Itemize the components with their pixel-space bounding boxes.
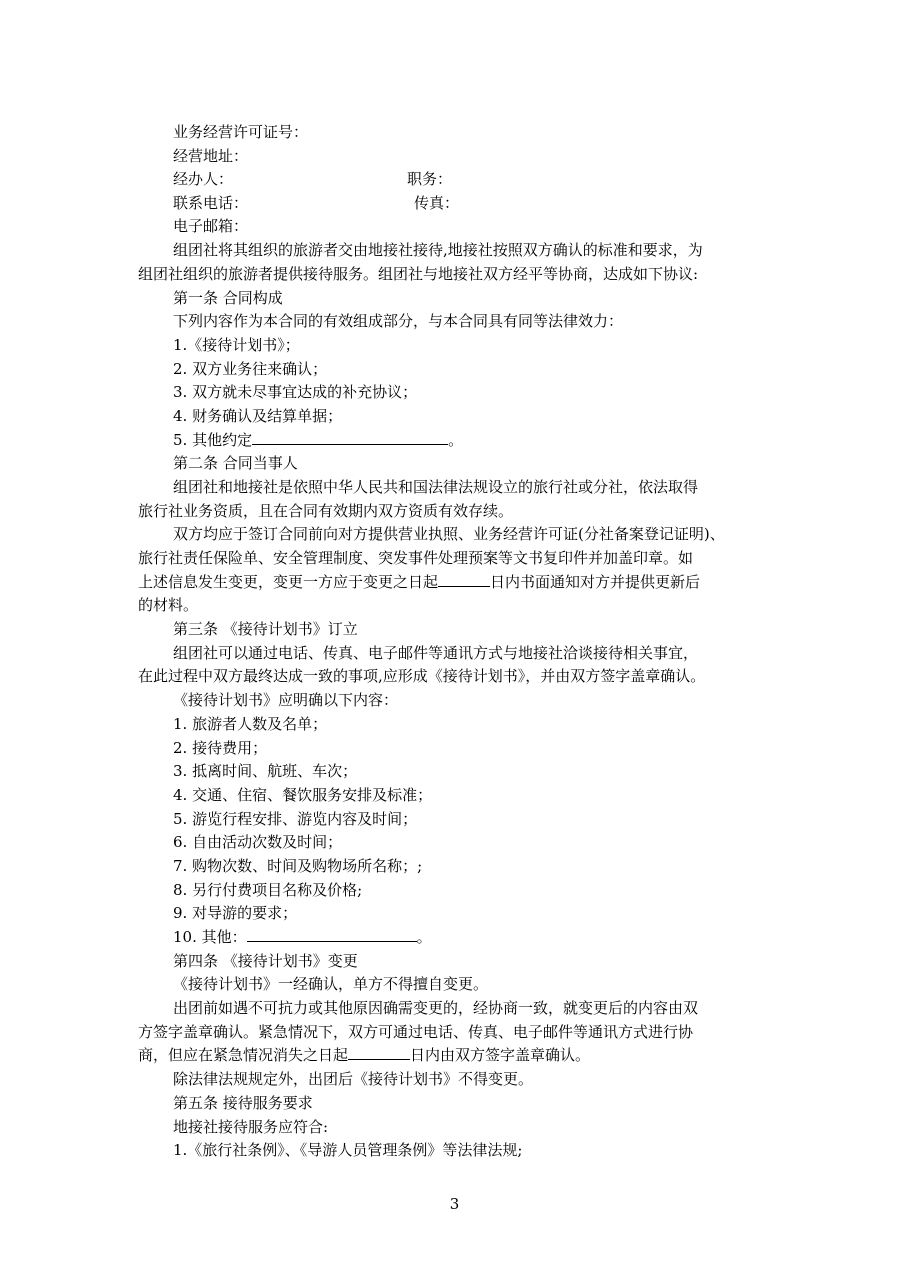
list-item: 2. 接待费用； — [173, 739, 268, 757]
list-item: 1. 旅游者人数及名单； — [173, 715, 328, 733]
intro-line: 组团社组织的旅游者提供接待服务。组团社与地接社双方经平等协商，达成如下协议: — [138, 265, 699, 283]
list-item: 4. 交通、住宿、餐饮服务安排及标准； — [173, 786, 433, 804]
article-2-title: 第二条 合同当事人 — [173, 454, 298, 472]
list-item: 4. 财务确认及结算单据； — [173, 407, 343, 425]
item-5-end: 。 — [448, 431, 464, 449]
list-item: 1.《旅行社条例》、《导游人员管理条例》等法律法规; — [173, 1141, 523, 1159]
notice-suffix: 日内书面通知对方并提供更新后 — [490, 573, 701, 591]
article-4-line: 方签字盖章确认。紧急情况下，双方可通过电话、传真、电子邮件等通讯方式进行协 — [138, 1023, 694, 1041]
article-3-lead: 《接待计划书》应明确以下内容： — [173, 691, 399, 709]
intro-line: 组团社将其组织的旅游者交由地接社接待,地接社按照双方确认的标准和要求，为 — [173, 241, 703, 259]
article-3-line: 在此过程中双方最终达成一致的事项,应形成《接待计划书》，并由双方签字盖章确认。 — [138, 667, 706, 685]
email-field: 电子邮箱： — [173, 217, 249, 235]
list-item: 8. 另行付费项目名称及价格; — [173, 881, 363, 899]
list-item — [173, 927, 432, 947]
article-1-lead: 下列内容作为本合同的有效组成部分，与本合同具有同等法律效力： — [173, 312, 624, 330]
article-3-title: 第三条 《接待计划书》订立 — [173, 620, 358, 638]
page-number: 3 — [449, 1195, 460, 1213]
article-2-line: 旅行社责任保险单、安全管理制度、突发事件处理预案等文书复印件并加盖印章。如 — [138, 549, 694, 567]
list-item: 9. 对导游的要求； — [173, 904, 298, 922]
item-10-label: 10. 其他： — [173, 928, 247, 946]
address-field: 经营地址： — [173, 147, 249, 165]
article-4-line: 除法律法规规定外，出团后《接待计划书》不得变更。 — [173, 1070, 534, 1088]
list-item: 7. 购物次数、时间及购物场所名称；; — [173, 857, 423, 875]
fax-field: 传真： — [414, 194, 460, 212]
article-2-line: 的材料。 — [138, 596, 199, 614]
list-item: 5. 游览行程安排、游览内容及时间； — [173, 810, 418, 828]
list-item: 6. 自由活动次数及时间； — [173, 833, 343, 851]
phone-field: 联系电话： — [173, 194, 249, 212]
confirm-days-blank[interactable] — [348, 1045, 410, 1060]
other-content-blank[interactable] — [247, 927, 417, 942]
notice-prefix: 上述信息发生变更，变更一方应于变更之日起 — [138, 573, 439, 591]
item-10-end: 。 — [416, 928, 432, 946]
license-number-field: 业务经营许可证号： — [173, 123, 309, 141]
confirm-prefix: 商，但应在紧急情况消失之日起 — [138, 1046, 349, 1064]
list-item: 2. 双方业务往来确认； — [173, 360, 328, 378]
article-4-line: 《接待计划书》一经确认，单方不得擅自变更。 — [173, 975, 489, 993]
handler-field: 经办人： — [173, 170, 234, 188]
confirm-suffix: 日内由双方签字盖章确认。 — [410, 1046, 591, 1064]
article-4-title: 第四条 《接待计划书》变更 — [173, 952, 358, 970]
article-2-line: 旅行社业务资质，且在合同有效期内双方资质有效存续。 — [138, 502, 514, 520]
article-3-line: 组团社可以通过电话、传真、电子邮件等通讯方式与地接社洽谈接待相关事宜， — [173, 644, 699, 662]
article-5-title: 第五条 接待服务要求 — [173, 1094, 313, 1112]
other-terms-blank[interactable] — [252, 430, 448, 445]
article-2-line: 双方均应于签订合同前向对方提供营业执照、业务经营许可证(分社备案登记证明)、 — [173, 525, 725, 543]
article-4-line — [138, 1045, 590, 1065]
list-item: 1.《接待计划书》； — [173, 336, 300, 354]
article-1-title: 第一条 合同构成 — [173, 289, 283, 307]
position-field: 职务： — [407, 170, 453, 188]
list-item: 3. 双方就未尽事宜达成的补充协议； — [173, 383, 418, 401]
article-2-line — [138, 572, 700, 592]
article-4-line: 出团前如遇不可抗力或其他原因确需变更的，经协商一致，就变更后的内容由双 — [173, 999, 699, 1017]
list-item: 3. 抵离时间、航班、车次； — [173, 762, 358, 780]
notice-days-blank[interactable] — [438, 572, 490, 587]
article-5-lead: 地接社接待服务应符合: — [173, 1118, 329, 1136]
item-5-label: 5. 其他约定 — [173, 431, 253, 449]
list-item — [173, 430, 463, 450]
article-2-line: 组团社和地接社是依照中华人民共和国法律法规设立的旅行社或分社，依法取得 — [173, 478, 699, 496]
